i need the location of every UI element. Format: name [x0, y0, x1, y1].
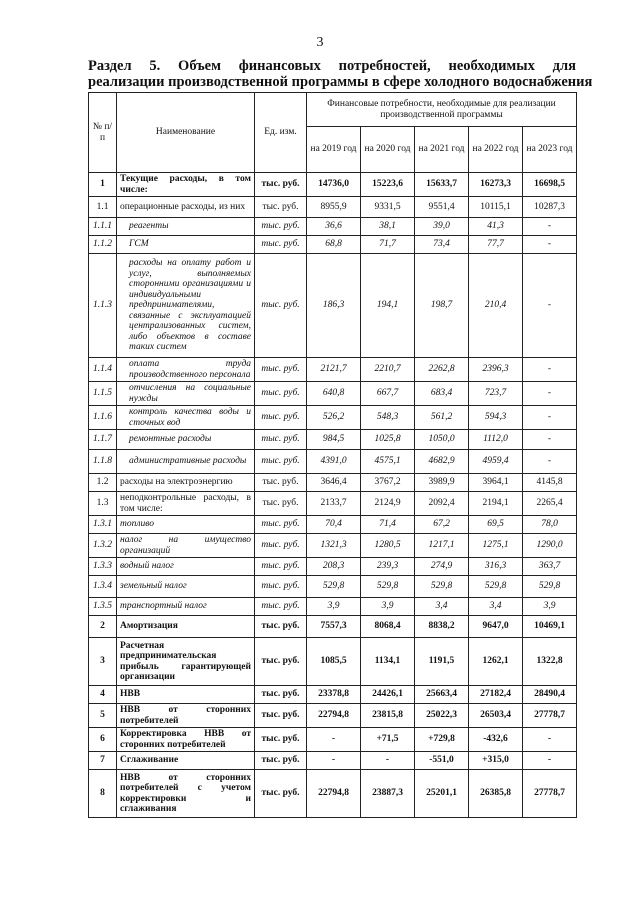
row-unit: тыс. руб. — [255, 450, 307, 474]
row-value-2021: -551,0 — [415, 752, 469, 770]
row-value-2020: 71,4 — [361, 516, 415, 534]
row-value-2022: 27182,4 — [469, 686, 523, 704]
row-name: Сглаживание — [117, 752, 255, 770]
row-unit: тыс. руб. — [255, 197, 307, 218]
row-value-2022: 4959,4 — [469, 450, 523, 474]
row-unit: тыс. руб. — [255, 534, 307, 558]
row-value-2021: 67,2 — [415, 516, 469, 534]
row-number: 8 — [89, 770, 117, 818]
header-year-2019: на 2019 год — [307, 127, 361, 173]
row-value-2022: 316,3 — [469, 558, 523, 576]
header-group: Финансовые потребности, необходимые для реализации производственной программы — [307, 93, 577, 127]
row-value-2020: 23887,3 — [361, 770, 415, 818]
row-value-2020: 1280,5 — [361, 534, 415, 558]
row-value-2021: 683,4 — [415, 382, 469, 406]
row-value-2023: - — [523, 406, 577, 430]
row-value-2019: 186,3 — [307, 254, 361, 358]
row-name: налог на имущество организаций — [117, 534, 255, 558]
row-value-2023: 1322,8 — [523, 638, 577, 686]
row-number: 1.3.4 — [89, 576, 117, 598]
row-value-2019: 2121,7 — [307, 358, 361, 382]
header-name: Наименование — [117, 93, 255, 173]
row-name: административные расходы — [117, 450, 255, 474]
header-year-2022: на 2022 год — [469, 127, 523, 173]
row-name: реагенты — [117, 218, 255, 236]
row-value-2021: 561,2 — [415, 406, 469, 430]
table-body — [89, 173, 577, 818]
row-value-2021: 198,7 — [415, 254, 469, 358]
page-number: 3 — [316, 35, 324, 50]
row-unit: тыс. руб. — [255, 752, 307, 770]
table-row — [89, 616, 577, 638]
row-value-2019: 68,8 — [307, 236, 361, 254]
row-value-2021: 4682,9 — [415, 450, 469, 474]
row-value-2020: +71,5 — [361, 728, 415, 752]
row-value-2020: 529,8 — [361, 576, 415, 598]
row-value-2019: 3,9 — [307, 598, 361, 616]
row-unit: тыс. руб. — [255, 728, 307, 752]
row-value-2023: - — [523, 450, 577, 474]
row-value-2019: 22794,8 — [307, 770, 361, 818]
row-value-2020: 8068,4 — [361, 616, 415, 638]
row-value-2019: - — [307, 728, 361, 752]
row-value-2021: 2262,8 — [415, 358, 469, 382]
row-value-2020: 71,7 — [361, 236, 415, 254]
row-value-2020: 194,1 — [361, 254, 415, 358]
row-number: 7 — [89, 752, 117, 770]
row-value-2020: 3767,2 — [361, 474, 415, 492]
table-row — [89, 728, 577, 752]
row-value-2023: 10287,3 — [523, 197, 577, 218]
row-value-2020: 24426,1 — [361, 686, 415, 704]
row-value-2019: 1085,5 — [307, 638, 361, 686]
table-row — [89, 382, 577, 406]
row-value-2021: 73,4 — [415, 236, 469, 254]
table-row — [89, 598, 577, 616]
table-row — [89, 406, 577, 430]
row-name: транспортный налог — [117, 598, 255, 616]
table-row — [89, 218, 577, 236]
row-unit: тыс. руб. — [255, 254, 307, 358]
row-number: 4 — [89, 686, 117, 704]
row-name: НВВ — [117, 686, 255, 704]
table-row — [89, 638, 577, 686]
row-value-2019: 7557,3 — [307, 616, 361, 638]
row-value-2023: - — [523, 752, 577, 770]
row-number: 1.1.5 — [89, 382, 117, 406]
row-value-2023: 10469,1 — [523, 616, 577, 638]
row-name: Корректировка НВВ от сторонних потребителей — [117, 728, 255, 752]
row-unit: тыс. руб. — [255, 704, 307, 728]
row-name: Амортизация — [117, 616, 255, 638]
row-unit: тыс. руб. — [255, 638, 307, 686]
row-value-2019: 208,3 — [307, 558, 361, 576]
row-value-2022: +315,0 — [469, 752, 523, 770]
row-unit: тыс. руб. — [255, 770, 307, 818]
row-name: ГСМ — [117, 236, 255, 254]
table-row — [89, 254, 577, 358]
table-row — [89, 236, 577, 254]
row-value-2020: 548,3 — [361, 406, 415, 430]
row-value-2023: 78,0 — [523, 516, 577, 534]
row-value-2023: - — [523, 430, 577, 450]
row-value-2019: 984,5 — [307, 430, 361, 450]
row-value-2022: 2396,3 — [469, 358, 523, 382]
row-number: 3 — [89, 638, 117, 686]
row-value-2021: 1050,0 — [415, 430, 469, 450]
header-year-2023: на 2023 год — [523, 127, 577, 173]
row-value-2023: 363,7 — [523, 558, 577, 576]
row-value-2020: 2124,9 — [361, 492, 415, 516]
row-value-2023: 28490,4 — [523, 686, 577, 704]
row-value-2023: - — [523, 382, 577, 406]
row-value-2022: 2194,1 — [469, 492, 523, 516]
row-value-2020: - — [361, 752, 415, 770]
row-name: ремонтные расходы — [117, 430, 255, 450]
row-value-2019: - — [307, 752, 361, 770]
row-value-2020: 38,1 — [361, 218, 415, 236]
row-value-2019: 36,6 — [307, 218, 361, 236]
row-value-2021: 3989,9 — [415, 474, 469, 492]
row-value-2022: 16273,3 — [469, 173, 523, 197]
table-row — [89, 358, 577, 382]
row-value-2021: 39,0 — [415, 218, 469, 236]
row-value-2021: +729,8 — [415, 728, 469, 752]
table-row — [89, 197, 577, 218]
row-number: 1.3.5 — [89, 598, 117, 616]
row-value-2021: 8838,2 — [415, 616, 469, 638]
row-value-2020: 667,7 — [361, 382, 415, 406]
row-value-2021: 25201,1 — [415, 770, 469, 818]
row-name: Расчетная предпринимательская прибыль гарантирующей организации — [117, 638, 255, 686]
financial-needs-table — [88, 92, 577, 818]
row-number: 6 — [89, 728, 117, 752]
row-value-2023: 529,8 — [523, 576, 577, 598]
row-name: Текущие расходы, в том числе: — [117, 173, 255, 197]
row-name: расходы на электроэнергию — [117, 474, 255, 492]
row-number: 1.1 — [89, 197, 117, 218]
row-value-2022: 9647,0 — [469, 616, 523, 638]
row-value-2022: 594,3 — [469, 406, 523, 430]
table-row — [89, 173, 577, 197]
table-row — [89, 704, 577, 728]
header-year-2021: на 2021 год — [415, 127, 469, 173]
row-value-2022: 41,3 — [469, 218, 523, 236]
row-value-2020: 9331,5 — [361, 197, 415, 218]
row-value-2023: - — [523, 236, 577, 254]
row-value-2022: 210,4 — [469, 254, 523, 358]
header-unit: Ед. изм. — [255, 93, 307, 173]
row-value-2019: 1321,3 — [307, 534, 361, 558]
section-title-line-1: Раздел 5. Объем финансовых потребностей, необходимых для — [88, 58, 576, 74]
row-value-2022: 3,4 — [469, 598, 523, 616]
row-value-2020: 3,9 — [361, 598, 415, 616]
row-value-2021: 274,9 — [415, 558, 469, 576]
row-number: 1.3.2 — [89, 534, 117, 558]
row-number: 1.1.6 — [89, 406, 117, 430]
row-value-2022: 26503,4 — [469, 704, 523, 728]
table-row — [89, 576, 577, 598]
row-value-2021: 25663,4 — [415, 686, 469, 704]
row-value-2019: 14736,0 — [307, 173, 361, 197]
row-unit: тыс. руб. — [255, 382, 307, 406]
row-value-2023: 3,9 — [523, 598, 577, 616]
row-unit: тыс. руб. — [255, 686, 307, 704]
row-value-2019: 4391,0 — [307, 450, 361, 474]
row-number: 1.1.4 — [89, 358, 117, 382]
row-value-2019: 529,8 — [307, 576, 361, 598]
row-name: НВВ от сторонних потребителей — [117, 704, 255, 728]
row-name: операционные расходы, из них — [117, 197, 255, 218]
row-value-2021: 9551,4 — [415, 197, 469, 218]
row-value-2019: 70,4 — [307, 516, 361, 534]
section-title-line-2: реализации производственной программы в сфере холодного водоснабжения — [88, 74, 593, 90]
row-name: земельный налог — [117, 576, 255, 598]
row-number: 1.3.3 — [89, 558, 117, 576]
row-unit: тыс. руб. — [255, 492, 307, 516]
row-number: 1.3 — [89, 492, 117, 516]
row-unit: тыс. руб. — [255, 236, 307, 254]
row-unit: тыс. руб. — [255, 576, 307, 598]
row-number: 1.1.8 — [89, 450, 117, 474]
row-value-2019: 526,2 — [307, 406, 361, 430]
row-number: 1.1.3 — [89, 254, 117, 358]
table-row — [89, 450, 577, 474]
row-value-2020: 4575,1 — [361, 450, 415, 474]
row-value-2021: 2092,4 — [415, 492, 469, 516]
row-value-2020: 1025,8 — [361, 430, 415, 450]
row-value-2022: 69,5 — [469, 516, 523, 534]
table-row — [89, 430, 577, 450]
row-value-2022: -432,6 — [469, 728, 523, 752]
row-value-2019: 23378,8 — [307, 686, 361, 704]
table-row — [89, 770, 577, 818]
row-number: 1.1.1 — [89, 218, 117, 236]
row-value-2020: 239,3 — [361, 558, 415, 576]
row-value-2023: 16698,5 — [523, 173, 577, 197]
row-value-2022: 3964,1 — [469, 474, 523, 492]
row-unit: тыс. руб. — [255, 406, 307, 430]
section-title — [88, 58, 593, 90]
row-name: расходы на оплату работ и услуг, выполняемых сторонними организациями и индивидуальными предпринимателями, связанные с эксплуатацией централизованных систем, либо объектов в составе таких систем — [117, 254, 255, 358]
row-value-2020: 15223,6 — [361, 173, 415, 197]
row-value-2019: 640,8 — [307, 382, 361, 406]
row-unit: тыс. руб. — [255, 430, 307, 450]
row-unit: тыс. руб. — [255, 474, 307, 492]
row-name: отчисления на социальные нужды — [117, 382, 255, 406]
row-value-2022: 77,7 — [469, 236, 523, 254]
row-unit: тыс. руб. — [255, 173, 307, 197]
row-value-2019: 8955,9 — [307, 197, 361, 218]
row-number: 1.3.1 — [89, 516, 117, 534]
row-value-2022: 1112,0 — [469, 430, 523, 450]
row-name: контроль качества воды и сточных вод — [117, 406, 255, 430]
row-value-2021: 529,8 — [415, 576, 469, 598]
row-unit: тыс. руб. — [255, 558, 307, 576]
row-value-2021: 3,4 — [415, 598, 469, 616]
row-value-2023: - — [523, 218, 577, 236]
table-row — [89, 686, 577, 704]
row-value-2023: - — [523, 254, 577, 358]
row-name: оплата труда производственного персонала — [117, 358, 255, 382]
row-value-2019: 3646,4 — [307, 474, 361, 492]
row-number: 1.1.2 — [89, 236, 117, 254]
row-value-2023: 4145,8 — [523, 474, 577, 492]
row-value-2023: - — [523, 358, 577, 382]
row-value-2022: 529,8 — [469, 576, 523, 598]
row-value-2023: 2265,4 — [523, 492, 577, 516]
row-value-2019: 2133,7 — [307, 492, 361, 516]
row-value-2021: 1191,5 — [415, 638, 469, 686]
row-value-2020: 2210,7 — [361, 358, 415, 382]
row-number: 1.2 — [89, 474, 117, 492]
row-number: 1 — [89, 173, 117, 197]
table-row — [89, 752, 577, 770]
table-row — [89, 516, 577, 534]
row-value-2023: - — [523, 728, 577, 752]
row-number: 5 — [89, 704, 117, 728]
row-number: 1.1.7 — [89, 430, 117, 450]
row-value-2023: 27778,7 — [523, 704, 577, 728]
row-unit: тыс. руб. — [255, 358, 307, 382]
row-value-2020: 1134,1 — [361, 638, 415, 686]
row-name: топливо — [117, 516, 255, 534]
row-value-2022: 26385,8 — [469, 770, 523, 818]
row-name: водный налог — [117, 558, 255, 576]
row-value-2022: 723,7 — [469, 382, 523, 406]
row-unit: тыс. руб. — [255, 616, 307, 638]
row-name: НВВ от сторонних потребителей с учетом корректировки и сглаживания — [117, 770, 255, 818]
row-unit: тыс. руб. — [255, 516, 307, 534]
header-year-2020: на 2020 год — [361, 127, 415, 173]
row-value-2019: 22794,8 — [307, 704, 361, 728]
row-value-2021: 15633,7 — [415, 173, 469, 197]
table-row — [89, 474, 577, 492]
row-value-2022: 1275,1 — [469, 534, 523, 558]
row-value-2021: 25022,3 — [415, 704, 469, 728]
table-row — [89, 492, 577, 516]
header-num: № п/п — [89, 93, 117, 173]
row-unit: тыс. руб. — [255, 598, 307, 616]
row-value-2020: 23815,8 — [361, 704, 415, 728]
row-value-2023: 27778,7 — [523, 770, 577, 818]
table-row — [89, 558, 577, 576]
row-value-2022: 10115,1 — [469, 197, 523, 218]
table-row — [89, 534, 577, 558]
row-value-2023: 1290,0 — [523, 534, 577, 558]
row-value-2022: 1262,1 — [469, 638, 523, 686]
row-number: 2 — [89, 616, 117, 638]
row-unit: тыс. руб. — [255, 218, 307, 236]
row-value-2021: 1217,1 — [415, 534, 469, 558]
row-name: неподконтрольные расходы, в том числе: — [117, 492, 255, 516]
